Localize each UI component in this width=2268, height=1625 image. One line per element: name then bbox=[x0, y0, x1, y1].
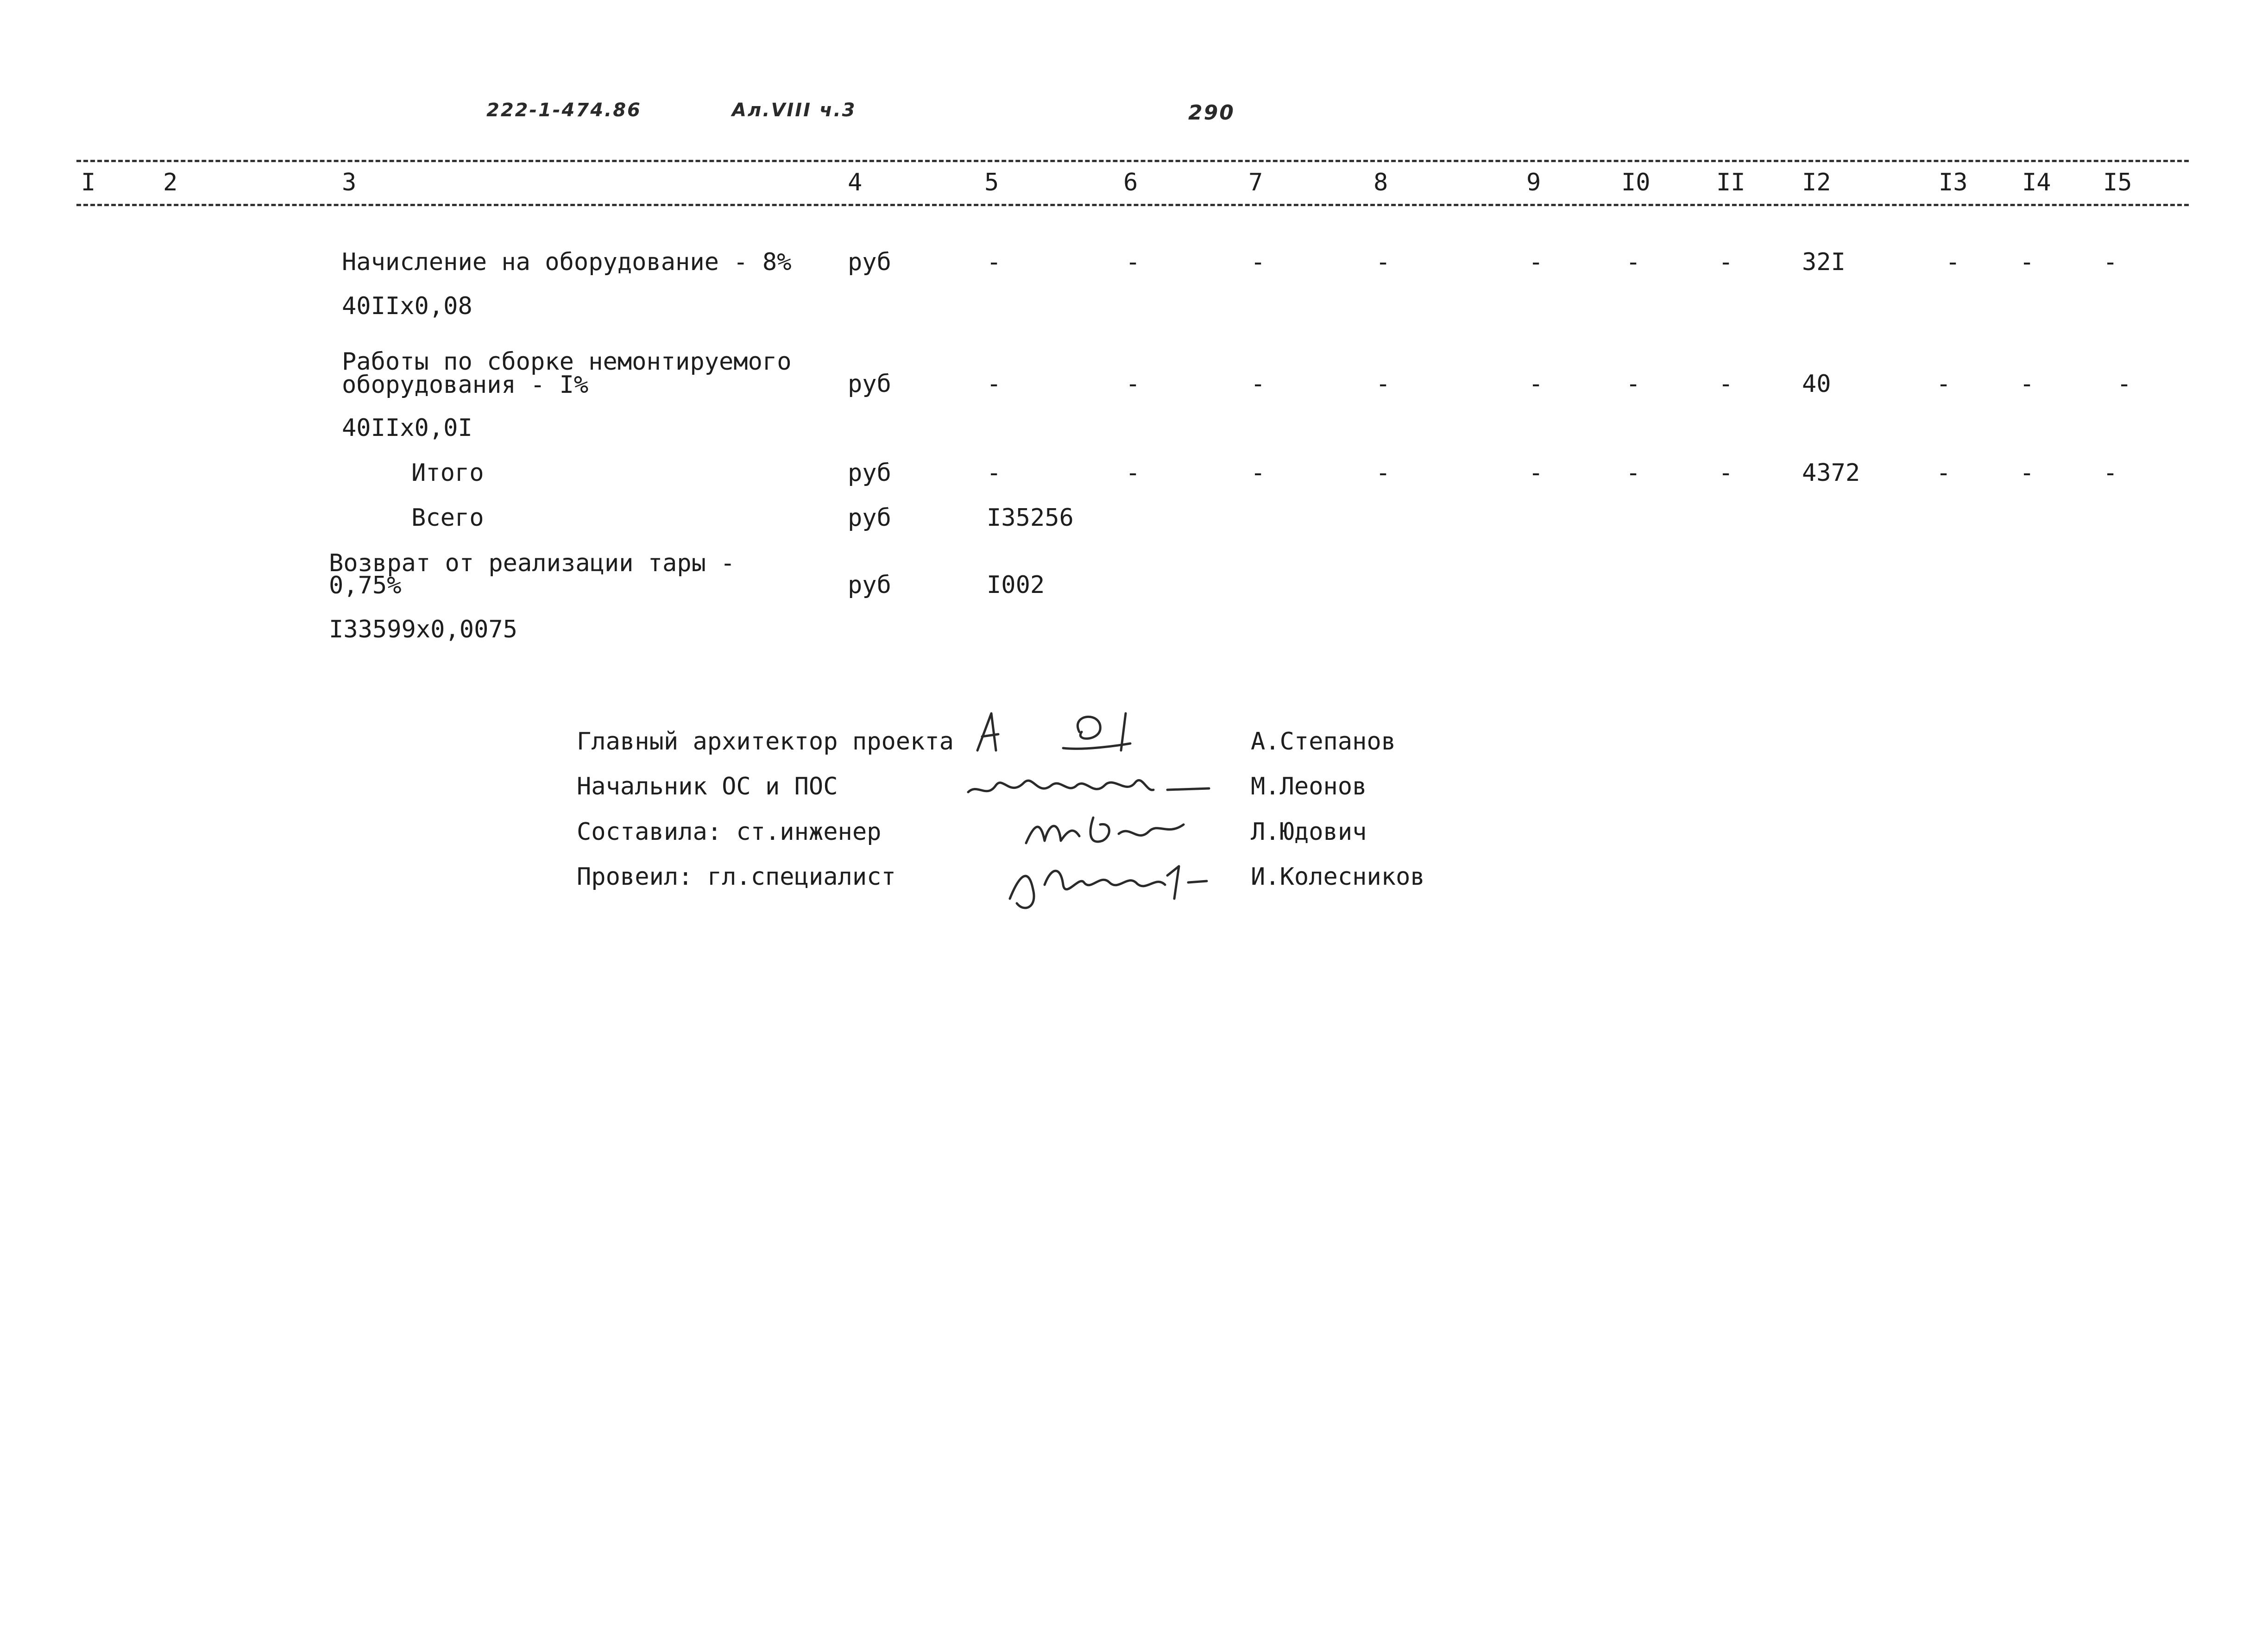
handwritten-signature bbox=[1019, 808, 1195, 852]
row-label: Всего bbox=[411, 504, 484, 532]
row-unit: руб bbox=[848, 248, 891, 276]
cell-col7: - bbox=[1251, 459, 1266, 487]
signature-name: Л.Юдович bbox=[1251, 818, 1367, 846]
row-label: оборудования - I% bbox=[342, 371, 589, 399]
cell-col6: - bbox=[1126, 459, 1140, 487]
cell-col10: - bbox=[1626, 370, 1641, 398]
row-label: Итого bbox=[411, 459, 484, 487]
cell-col15: - bbox=[2117, 370, 2132, 398]
column-header: I4 bbox=[2022, 169, 2051, 196]
column-header: 7 bbox=[1248, 169, 1263, 196]
column-header: I2 bbox=[1802, 169, 1831, 196]
cell-col9: - bbox=[1529, 370, 1544, 398]
cell-col8: - bbox=[1376, 459, 1391, 487]
column-header: 2 bbox=[163, 169, 178, 196]
row-unit: руб bbox=[848, 571, 891, 599]
handwritten-signature bbox=[959, 764, 1218, 806]
cell-col12: 32I bbox=[1802, 248, 1846, 276]
signature-role: Составила: ст.инженер bbox=[577, 818, 882, 846]
row-formula: 40IIx0,08 bbox=[342, 292, 472, 320]
column-header: I bbox=[81, 169, 96, 196]
album-reference: Ал.VIII ч.3 bbox=[732, 100, 857, 121]
row-unit: руб bbox=[848, 504, 891, 532]
row-label: Возврат от реализации тары - bbox=[329, 549, 735, 577]
row-unit: руб bbox=[848, 370, 891, 398]
column-header: I3 bbox=[1939, 169, 1968, 196]
cell-col8: - bbox=[1376, 248, 1391, 276]
cell-col6: - bbox=[1126, 248, 1140, 276]
row-label: Начисление на оборудование - 8% bbox=[342, 248, 792, 276]
cell-col12: 4372 bbox=[1802, 459, 1860, 487]
cell-col9: - bbox=[1529, 459, 1544, 487]
doc-code: 222-1-474.86 bbox=[486, 100, 642, 121]
cell-col5: - bbox=[987, 248, 1002, 276]
signature-name: А.Степанов bbox=[1251, 728, 1396, 756]
row-formula: 40IIx0,0I bbox=[342, 414, 472, 442]
cell-col11: - bbox=[1719, 370, 1733, 398]
cell-col14: - bbox=[2020, 370, 2035, 398]
cell-col5: - bbox=[987, 370, 1002, 398]
cell-col6: - bbox=[1126, 370, 1140, 398]
handwritten-signature bbox=[964, 704, 1204, 760]
row-unit: руб bbox=[848, 459, 891, 487]
page-number: 290 bbox=[1188, 101, 1235, 125]
handwritten-signature bbox=[1001, 848, 1214, 917]
column-header: I0 bbox=[1621, 169, 1651, 196]
cell-col7: - bbox=[1251, 370, 1266, 398]
cell-col11: - bbox=[1719, 459, 1733, 487]
cell-col14: - bbox=[2020, 248, 2035, 276]
cell-col15: - bbox=[2103, 248, 2118, 276]
cell-amount: I35256 bbox=[987, 504, 1074, 532]
column-header: 5 bbox=[984, 169, 999, 196]
row-formula: I33599x0,0075 bbox=[329, 616, 517, 643]
signature-name: И.Колесников bbox=[1251, 863, 1425, 891]
signature-role: Провеил: гл.специалист bbox=[577, 863, 896, 891]
signature-role: Главный архитектор проекта bbox=[577, 728, 954, 756]
cell-col13: - bbox=[1936, 370, 1951, 398]
cell-col13: - bbox=[1936, 459, 1951, 487]
cell-col7: - bbox=[1251, 248, 1266, 276]
cell-col5: - bbox=[987, 459, 1002, 487]
cell-col9: - bbox=[1529, 248, 1544, 276]
column-header: 4 bbox=[848, 169, 863, 196]
cell-col13: - bbox=[1946, 248, 1960, 276]
column-header: 6 bbox=[1123, 169, 1138, 196]
cell-col12: 40 bbox=[1802, 370, 1831, 398]
column-header: I5 bbox=[2103, 169, 2132, 196]
cell-col15: - bbox=[2103, 459, 2118, 487]
cell-amount: I002 bbox=[987, 571, 1045, 599]
cell-col11: - bbox=[1719, 248, 1733, 276]
signature-name: М.Леонов bbox=[1251, 773, 1367, 800]
signature-role: Начальник ОС и ПОС bbox=[577, 773, 838, 800]
column-header: 9 bbox=[1526, 169, 1541, 196]
cell-col14: - bbox=[2020, 459, 2035, 487]
header-bottom-rule bbox=[76, 204, 2189, 206]
column-header: 8 bbox=[1373, 169, 1388, 196]
cell-col10: - bbox=[1626, 459, 1641, 487]
header-top-rule bbox=[76, 160, 2189, 162]
row-label: Работы по сборке немонтируемого bbox=[342, 348, 792, 376]
column-header: II bbox=[1716, 169, 1745, 196]
column-header: 3 bbox=[342, 169, 357, 196]
cell-col10: - bbox=[1626, 248, 1641, 276]
row-label: 0,75% bbox=[329, 572, 402, 599]
cell-col8: - bbox=[1376, 370, 1391, 398]
